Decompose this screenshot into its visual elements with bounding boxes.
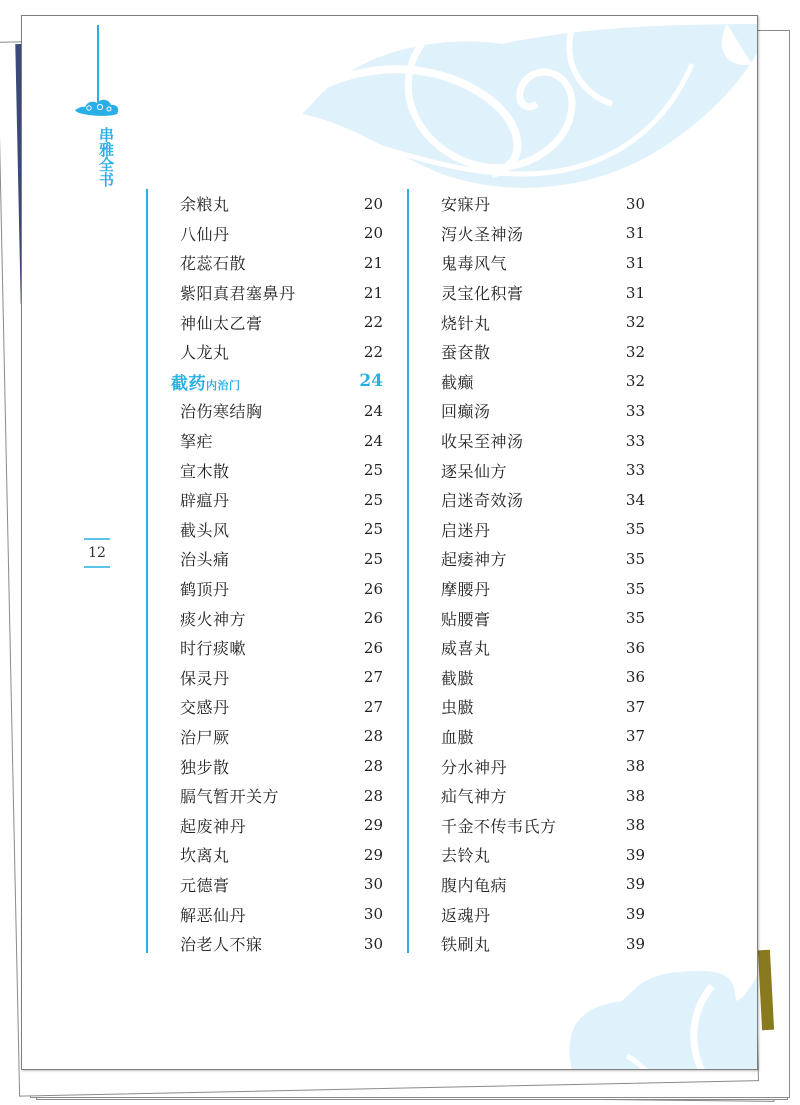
toc-entry[interactable] [146, 485, 386, 515]
toc-page-number: 35 [625, 609, 645, 628]
toc-entry-title [146, 547, 230, 570]
wave-decoration-icon [272, 24, 758, 194]
entry-title-text: 蚕奁散 [441, 343, 491, 363]
toc-page-number: 29 [363, 816, 383, 835]
toc-entry[interactable] [407, 544, 657, 574]
toc-entry-title [146, 340, 230, 363]
toc-page-number: 31 [625, 224, 645, 243]
entry-title-text: 八仙丹 [180, 224, 230, 244]
toc-entry[interactable] [407, 692, 657, 722]
entry-title-text: 截药 [171, 373, 206, 394]
toc-entry-title [146, 814, 246, 837]
toc-entry[interactable] [146, 426, 386, 456]
toc-entry-title [407, 695, 474, 718]
toc-entry[interactable] [407, 633, 657, 663]
entry-title-text: 神仙太乙膏 [180, 313, 263, 333]
toc-entry[interactable] [407, 426, 657, 456]
brand-hanging-line [97, 25, 99, 103]
toc-entry[interactable] [146, 692, 386, 722]
toc-section-heading[interactable] [146, 367, 386, 397]
toc-entry-title [407, 429, 524, 452]
toc-page-number: 21 [363, 283, 383, 302]
toc-entry-title [146, 311, 263, 334]
toc-page-number: 39 [625, 934, 645, 953]
toc-entry-title [146, 903, 246, 926]
toc-entry-title [146, 784, 279, 807]
entry-title-text: 摩腰丹 [441, 580, 491, 600]
entry-title-text: 威喜丸 [441, 639, 491, 659]
entry-title-text: 起痿神方 [441, 550, 508, 570]
toc-page-number: 21 [363, 253, 383, 272]
entry-title-text: 治头痛 [180, 550, 230, 570]
toc-entry-title [146, 666, 230, 689]
toc-page-number: 30 [363, 934, 383, 953]
toc-entry-title [407, 784, 507, 807]
page-number: 12 [84, 538, 110, 568]
toc-entry[interactable] [407, 751, 657, 781]
toc-entry[interactable] [146, 781, 386, 811]
toc-entry-title [407, 488, 524, 511]
entry-title-text: 疝气神方 [441, 787, 508, 807]
entry-title-text: 鬼毒风气 [441, 254, 508, 274]
toc-entry[interactable] [146, 663, 386, 693]
toc-page-number: 26 [363, 609, 383, 628]
entry-title-text: 紫阳真君塞鼻丹 [180, 284, 296, 304]
toc-entry[interactable] [146, 751, 386, 781]
toc-page-number: 32 [625, 342, 645, 361]
toc-entry-title [407, 222, 524, 245]
toc-page-number: 35 [625, 579, 645, 598]
toc-entry-title [407, 340, 491, 363]
toc-entry[interactable] [407, 248, 657, 278]
toc-page-number: 26 [363, 579, 383, 598]
toc-page-number: 39 [625, 875, 645, 894]
entry-title-text: 元德膏 [180, 875, 230, 895]
entry-title-text: 起废神丹 [180, 816, 247, 836]
toc-entry-title [407, 636, 491, 659]
entry-title-text: 逐呆仙方 [441, 461, 508, 481]
toc-page-number: 38 [625, 816, 645, 835]
toc-page-number: 24 [363, 431, 383, 450]
entry-title-text: 截癫 [441, 372, 475, 392]
entry-title-text: 分水神丹 [441, 757, 508, 777]
series-title: 串雅全书 [97, 127, 115, 187]
entry-title-text: 腹内龟病 [441, 875, 508, 895]
toc-entry-title [146, 873, 230, 896]
entry-title-text: 灵宝化积膏 [441, 284, 524, 304]
toc-page-number: 34 [625, 490, 645, 509]
toc-page-number: 27 [363, 697, 383, 716]
toc-entry[interactable] [146, 840, 386, 870]
entry-title-text: 虫臌 [441, 698, 475, 718]
toc-entry-title [146, 755, 230, 778]
toc-entry[interactable] [407, 663, 657, 693]
entry-title-text: 膈气暂开关方 [180, 787, 280, 807]
entry-title-text: 解恶仙丹 [180, 905, 247, 925]
toc-page-number: 29 [363, 845, 383, 864]
toc-page-number: 38 [625, 786, 645, 805]
toc-entry[interactable] [146, 248, 386, 278]
toc-page [21, 15, 758, 1070]
toc-entry[interactable] [407, 781, 657, 811]
toc-page-number: 32 [625, 372, 645, 391]
toc-entry-title [407, 370, 474, 393]
entry-title-text: 交感丹 [180, 698, 230, 718]
toc-entry[interactable] [146, 810, 386, 840]
toc-entry-title [146, 369, 241, 394]
entry-title-text: 启迷奇效汤 [441, 491, 524, 511]
entry-title-text: 花蕊石散 [180, 254, 247, 274]
toc-entry[interactable] [146, 929, 386, 959]
toc-entry[interactable] [146, 396, 386, 426]
toc-page-number: 38 [625, 757, 645, 776]
toc-entry-title [407, 725, 474, 748]
toc-page-number: 31 [625, 283, 645, 302]
toc-entry[interactable] [407, 485, 657, 515]
toc-page-number: 30 [363, 905, 383, 924]
toc-page-number: 25 [363, 490, 383, 509]
entry-title-text: 贴腰膏 [441, 609, 491, 629]
toc-page-number: 20 [363, 224, 383, 243]
toc-entry[interactable] [407, 219, 657, 249]
entry-title-text: 截头风 [180, 520, 230, 540]
toc-page-number: 25 [363, 549, 383, 568]
toc-entry[interactable] [146, 574, 386, 604]
toc-entry[interactable] [407, 810, 657, 840]
entry-title-text: 辟瘟丹 [180, 491, 230, 511]
entry-title-text: 宣木散 [180, 461, 230, 481]
toc-entry[interactable] [407, 455, 657, 485]
toc-entry-title [146, 932, 263, 955]
toc-entry-title [146, 636, 246, 659]
entry-title-text: 收呆至神汤 [441, 432, 524, 452]
toc-entry-title [146, 607, 246, 630]
toc-page-number: 30 [625, 194, 645, 213]
toc-entry-title [146, 695, 230, 718]
toc-entry[interactable] [146, 603, 386, 633]
toc-entry[interactable] [146, 278, 386, 308]
toc-page-number: 39 [625, 845, 645, 864]
cloud-decoration-icon [542, 956, 758, 1070]
toc-page-number: 30 [363, 875, 383, 894]
toc-page-number: 37 [625, 697, 645, 716]
toc-page-number: 35 [625, 520, 645, 539]
toc-entry[interactable] [407, 929, 657, 959]
toc-entry[interactable] [146, 544, 386, 574]
toc-entry-title [146, 192, 230, 215]
toc-entry-title [407, 843, 491, 866]
toc-entry[interactable] [407, 899, 657, 929]
toc-entry[interactable] [146, 189, 386, 219]
toc-page-number: 24 [359, 371, 383, 392]
toc-page-number: 33 [625, 401, 645, 420]
toc-entry[interactable] [146, 307, 386, 337]
toc-page-number: 33 [625, 431, 645, 450]
toc-entry-title [146, 281, 296, 304]
entry-title-text: 保灵丹 [180, 668, 230, 688]
toc-entry-title [407, 399, 491, 422]
toc-entry-title [407, 281, 524, 304]
toc-entry-title [146, 843, 230, 866]
toc-entry[interactable] [407, 307, 657, 337]
entry-title-text: 血臌 [441, 727, 475, 747]
toc-entry[interactable] [407, 189, 657, 219]
toc-entry[interactable] [407, 840, 657, 870]
entry-title-text: 痰火神方 [180, 609, 247, 629]
toc-entry[interactable] [146, 337, 386, 367]
toc-entry[interactable] [407, 870, 657, 900]
entry-title-text: 坎离丸 [180, 846, 230, 866]
entry-title-text: 烧针丸 [441, 313, 491, 333]
toc-page-number: 27 [363, 668, 383, 687]
toc-entry[interactable] [407, 722, 657, 752]
toc-page-number: 20 [363, 194, 383, 213]
toc-entry[interactable] [146, 219, 386, 249]
toc-entry-title [407, 903, 491, 926]
toc-entry[interactable] [146, 515, 386, 545]
toc-page-number: 35 [625, 549, 645, 568]
toc-page-number: 37 [625, 727, 645, 746]
toc-page-number: 24 [363, 401, 383, 420]
toc-page-number: 28 [363, 727, 383, 746]
toc-entry[interactable] [407, 396, 657, 426]
toc-page-number: 25 [363, 461, 383, 480]
section-subtitle: 内治门 [206, 378, 241, 392]
toc-entry-title [146, 577, 230, 600]
entry-title-text: 泻火圣神汤 [441, 224, 524, 244]
toc-entry-title [146, 429, 213, 452]
entry-title-text: 时行痰嗽 [180, 639, 247, 659]
toc-entry[interactable] [146, 455, 386, 485]
toc-entry[interactable] [146, 722, 386, 752]
toc-page-number: 28 [363, 757, 383, 776]
toc-page-number: 26 [363, 638, 383, 657]
toc-entry[interactable] [407, 278, 657, 308]
entry-title-text: 拏疟 [180, 432, 214, 452]
toc-entry-title [407, 814, 557, 837]
toc-entry-title [407, 459, 507, 482]
toc-entry[interactable] [407, 337, 657, 367]
toc-entry[interactable] [407, 574, 657, 604]
toc-entry-title [146, 488, 230, 511]
toc-entry-title [407, 192, 491, 215]
entry-title-text: 千金不传韦氏方 [441, 816, 557, 836]
entry-title-text: 鹤顶丹 [180, 580, 230, 600]
toc-entry-title [407, 873, 507, 896]
toc-entry[interactable] [146, 870, 386, 900]
toc-entry[interactable] [146, 899, 386, 929]
toc-entry-title [407, 547, 507, 570]
toc-entry[interactable] [407, 603, 657, 633]
toc-entry-title [146, 459, 230, 482]
entry-title-text: 治老人不寐 [180, 935, 263, 955]
entry-title-text: 回癫汤 [441, 402, 491, 422]
toc-entry[interactable] [407, 515, 657, 545]
entry-title-text: 余粮丸 [180, 195, 230, 215]
toc-entry-title [146, 251, 246, 274]
entry-title-text: 安寐丹 [441, 195, 491, 215]
auspicious-cloud-icon [73, 96, 121, 118]
toc-page-number: 28 [363, 786, 383, 805]
toc-page-number: 31 [625, 253, 645, 272]
toc-entry-title [407, 518, 491, 541]
toc-entry-title [407, 932, 491, 955]
entry-title-text: 去铃丸 [441, 846, 491, 866]
toc-page-number: 39 [625, 905, 645, 924]
toc-page-number: 33 [625, 461, 645, 480]
toc-entry-title [146, 518, 230, 541]
toc-entry-title [407, 607, 491, 630]
toc-page-number: 25 [363, 520, 383, 539]
toc-page-number: 22 [363, 342, 383, 361]
toc-entry-title [146, 222, 230, 245]
toc-entry[interactable] [407, 367, 657, 397]
toc-entry-title [407, 755, 507, 778]
toc-entry-title [407, 251, 507, 274]
toc-entry[interactable] [146, 633, 386, 663]
entry-title-text: 治尸厥 [180, 727, 230, 747]
toc-page-number: 36 [625, 638, 645, 657]
entry-title-text: 独步散 [180, 757, 230, 777]
toc-page-number: 32 [625, 313, 645, 332]
entry-title-text: 人龙丸 [180, 343, 230, 363]
toc-page-number: 36 [625, 668, 645, 687]
entry-title-text: 启迷丹 [441, 520, 491, 540]
toc-entry-title [407, 577, 491, 600]
toc-entry-title [407, 311, 491, 334]
entry-title-text: 截臌 [441, 668, 475, 688]
toc-entry-title [146, 399, 263, 422]
entry-title-text: 铁刷丸 [441, 935, 491, 955]
toc-entry-title [407, 666, 474, 689]
entry-title-text: 治伤寒结胸 [180, 402, 263, 422]
entry-title-text: 返魂丹 [441, 905, 491, 925]
toc-page-number: 22 [363, 313, 383, 332]
toc-entry-title [146, 725, 230, 748]
